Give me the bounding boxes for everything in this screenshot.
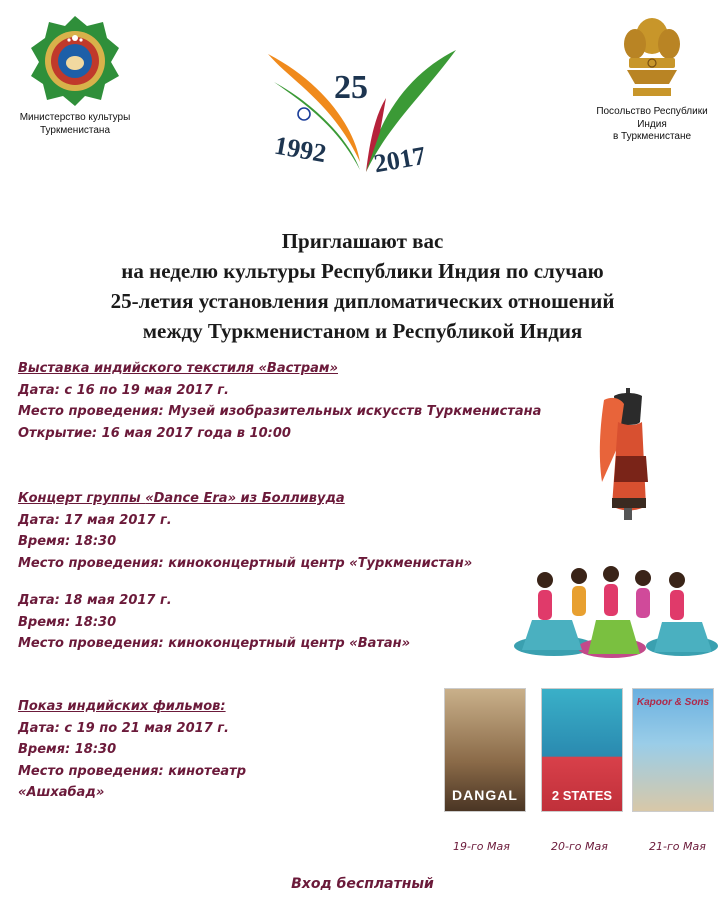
poster-title: Kapoor & Sons: [636, 697, 710, 708]
poster-date-caption: 20-го Мая: [551, 840, 608, 853]
concert-heading: [18, 488, 472, 510]
poster-date-caption: 21-го Мая: [649, 840, 706, 853]
textile-venue: Место проведения: Музей изобразительных искусств Туркменистана: [18, 404, 542, 419]
textile-heading: [18, 358, 541, 380]
films-time: Время: 18:30: [18, 742, 117, 757]
textile-opening: Открытие: 16 мая 2017 года в 10:00: [18, 425, 291, 441]
films-date: Дата: с 19 по 21 мая 2017 г.: [18, 720, 229, 736]
ministry-culture-logo-block: [10, 14, 140, 137]
dancer-figure: [514, 566, 718, 658]
right-org-name-line1: Посольство Республики Индия: [596, 106, 708, 130]
free-entry-note: Вход бесплатный: [291, 876, 434, 892]
invitation-line-2: на неделю культуры Республики Индия по случаю: [121, 259, 604, 283]
left-org-name-line2: Туркменистана: [39, 124, 111, 136]
poster-title: DANGAL: [452, 787, 518, 803]
textile-date: Дата: с 16 по 19 мая 2017 г.: [18, 382, 229, 398]
film-poster-kapoor-and-sons: [632, 688, 714, 812]
films-heading: Показ индийских фильмов:: [18, 699, 226, 714]
year-start: 1992: [272, 130, 329, 169]
dance-group-photo: [512, 550, 722, 662]
concert-second-date-section: [18, 590, 410, 655]
concert-time-1: Время: 18:30: [18, 534, 117, 549]
concert-venue-1: Место проведения: киноконцертный центр «Туркменистан»: [18, 555, 473, 571]
anniversary-number: 25: [334, 69, 368, 106]
india-lion-capital-emblem-icon: [617, 14, 687, 100]
films-venue-line2: «Ашхабад»: [18, 785, 105, 800]
concert-heading-suffix: из Болливуда: [236, 491, 345, 506]
year-end: 2017: [371, 140, 428, 179]
poster-title: 2 STATES: [551, 788, 613, 803]
concert-time-2: Время: 18:30: [18, 614, 117, 630]
concert-venue-2: Место проведения: киноконцертный центр «Ватан»: [18, 636, 411, 651]
poster-date-caption: 19-го Мая: [453, 840, 510, 853]
turkmenistan-emblem-icon: [29, 14, 121, 106]
film-poster-dangal: [444, 688, 526, 812]
concert-date-1: Дата: 17 мая 2017 г.: [18, 512, 172, 528]
ashoka-chakra-icon: [298, 108, 310, 120]
concert-date-2: Дата: 18 мая 2017 г.: [18, 593, 172, 608]
textile-heading-name: «Вастрам»: [258, 361, 338, 376]
concert-section: [18, 488, 472, 574]
invitation-line-4: между Туркменистаном и Республикой Индия: [142, 319, 583, 343]
invitation-line-3: 25-летия установления дипломатических отношений: [110, 289, 615, 313]
invitation-line-1: Приглашают вас: [281, 229, 444, 253]
concert-heading-prefix: Концерт группы: [18, 491, 146, 506]
films-venue-line1: Место проведения: кинотеатр: [18, 763, 247, 779]
saree-mannequin-image: [596, 386, 660, 522]
invitation-title: [0, 226, 725, 346]
textile-exhibition-section: [18, 358, 541, 444]
right-org-name-line2: в Туркменистане: [612, 131, 692, 142]
embassy-india-logo-block: [582, 14, 722, 144]
textile-heading-prefix: Выставка индийского текстиля: [18, 361, 259, 376]
concert-heading-name: «Dance Era»: [145, 491, 237, 506]
film-screening-section: [18, 696, 246, 804]
film-poster-2-states: [541, 688, 623, 812]
anniversary-logo: [262, 42, 462, 192]
left-org-name-line1: Министерство культуры: [19, 112, 131, 123]
